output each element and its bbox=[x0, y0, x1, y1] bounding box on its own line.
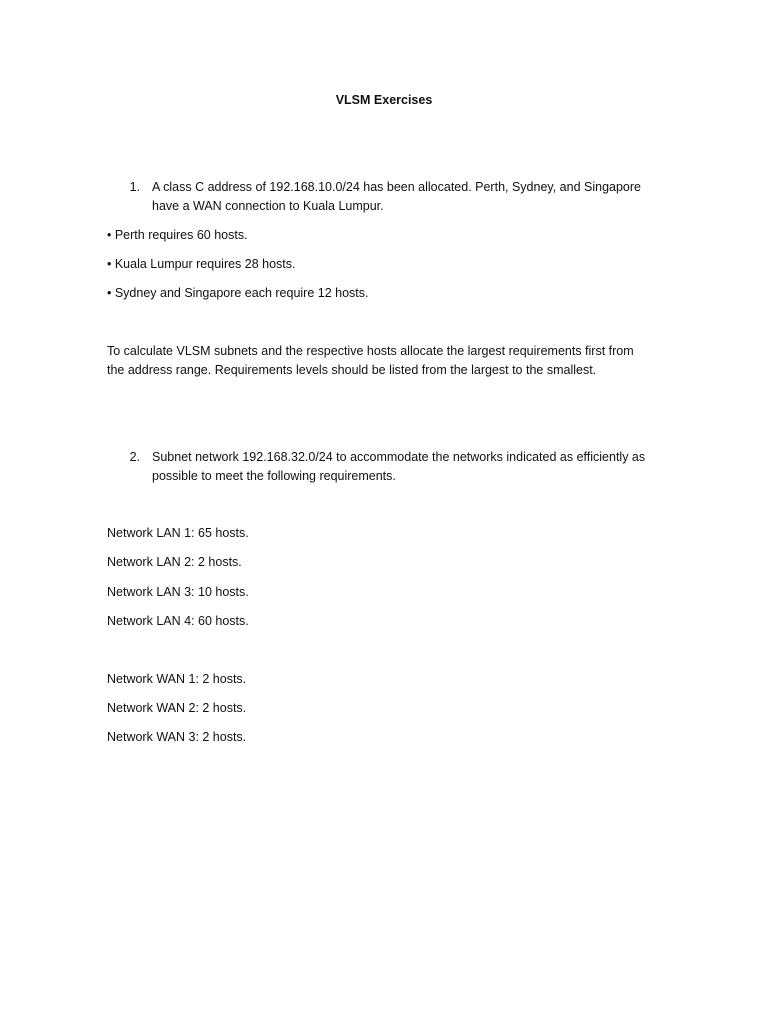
exercise-1-number: 1. bbox=[129, 180, 140, 194]
network-lan-2: Network LAN 2: 2 hosts. bbox=[107, 555, 242, 569]
network-lan-3: Network LAN 3: 10 hosts. bbox=[107, 585, 249, 599]
bullet-kuala-lumpur: • Kuala Lumpur requires 28 hosts. bbox=[107, 257, 296, 271]
network-wan-3: Network WAN 3: 2 hosts. bbox=[107, 730, 247, 744]
exercise-1-line-1: A class C address of 192.168.10.0/24 has been allocated. Perth, Sydney, and Singapore bbox=[152, 180, 641, 194]
network-wan-2: Network WAN 2: 2 hosts. bbox=[107, 701, 247, 715]
vlsm-note-line-2: the address range. Requirements levels should be listed from the largest to the smallest. bbox=[107, 363, 597, 377]
exercise-2-number: 2. bbox=[129, 450, 140, 464]
vlsm-note-line-1: To calculate VLSM subnets and the respective hosts allocate the largest requirements first from bbox=[107, 344, 634, 358]
bullet-perth: • Perth requires 60 hosts. bbox=[107, 228, 248, 242]
network-wan-1: Network WAN 1: 2 hosts. bbox=[107, 672, 247, 686]
network-lan-4: Network LAN 4: 60 hosts. bbox=[107, 614, 249, 628]
exercise-2-line-1: Subnet network 192.168.32.0/24 to accommodate the networks indicated as efficiently as bbox=[152, 450, 646, 464]
exercise-2-line-2: possible to meet the following requirements. bbox=[152, 469, 396, 483]
bullet-sydney-singapore: • Sydney and Singapore each require 12 hosts. bbox=[107, 286, 369, 300]
exercise-1-line-2: have a WAN connection to Kuala Lumpur. bbox=[152, 199, 384, 213]
page-title: VLSM Exercises bbox=[335, 93, 433, 107]
network-lan-1: Network LAN 1: 65 hosts. bbox=[107, 526, 249, 540]
